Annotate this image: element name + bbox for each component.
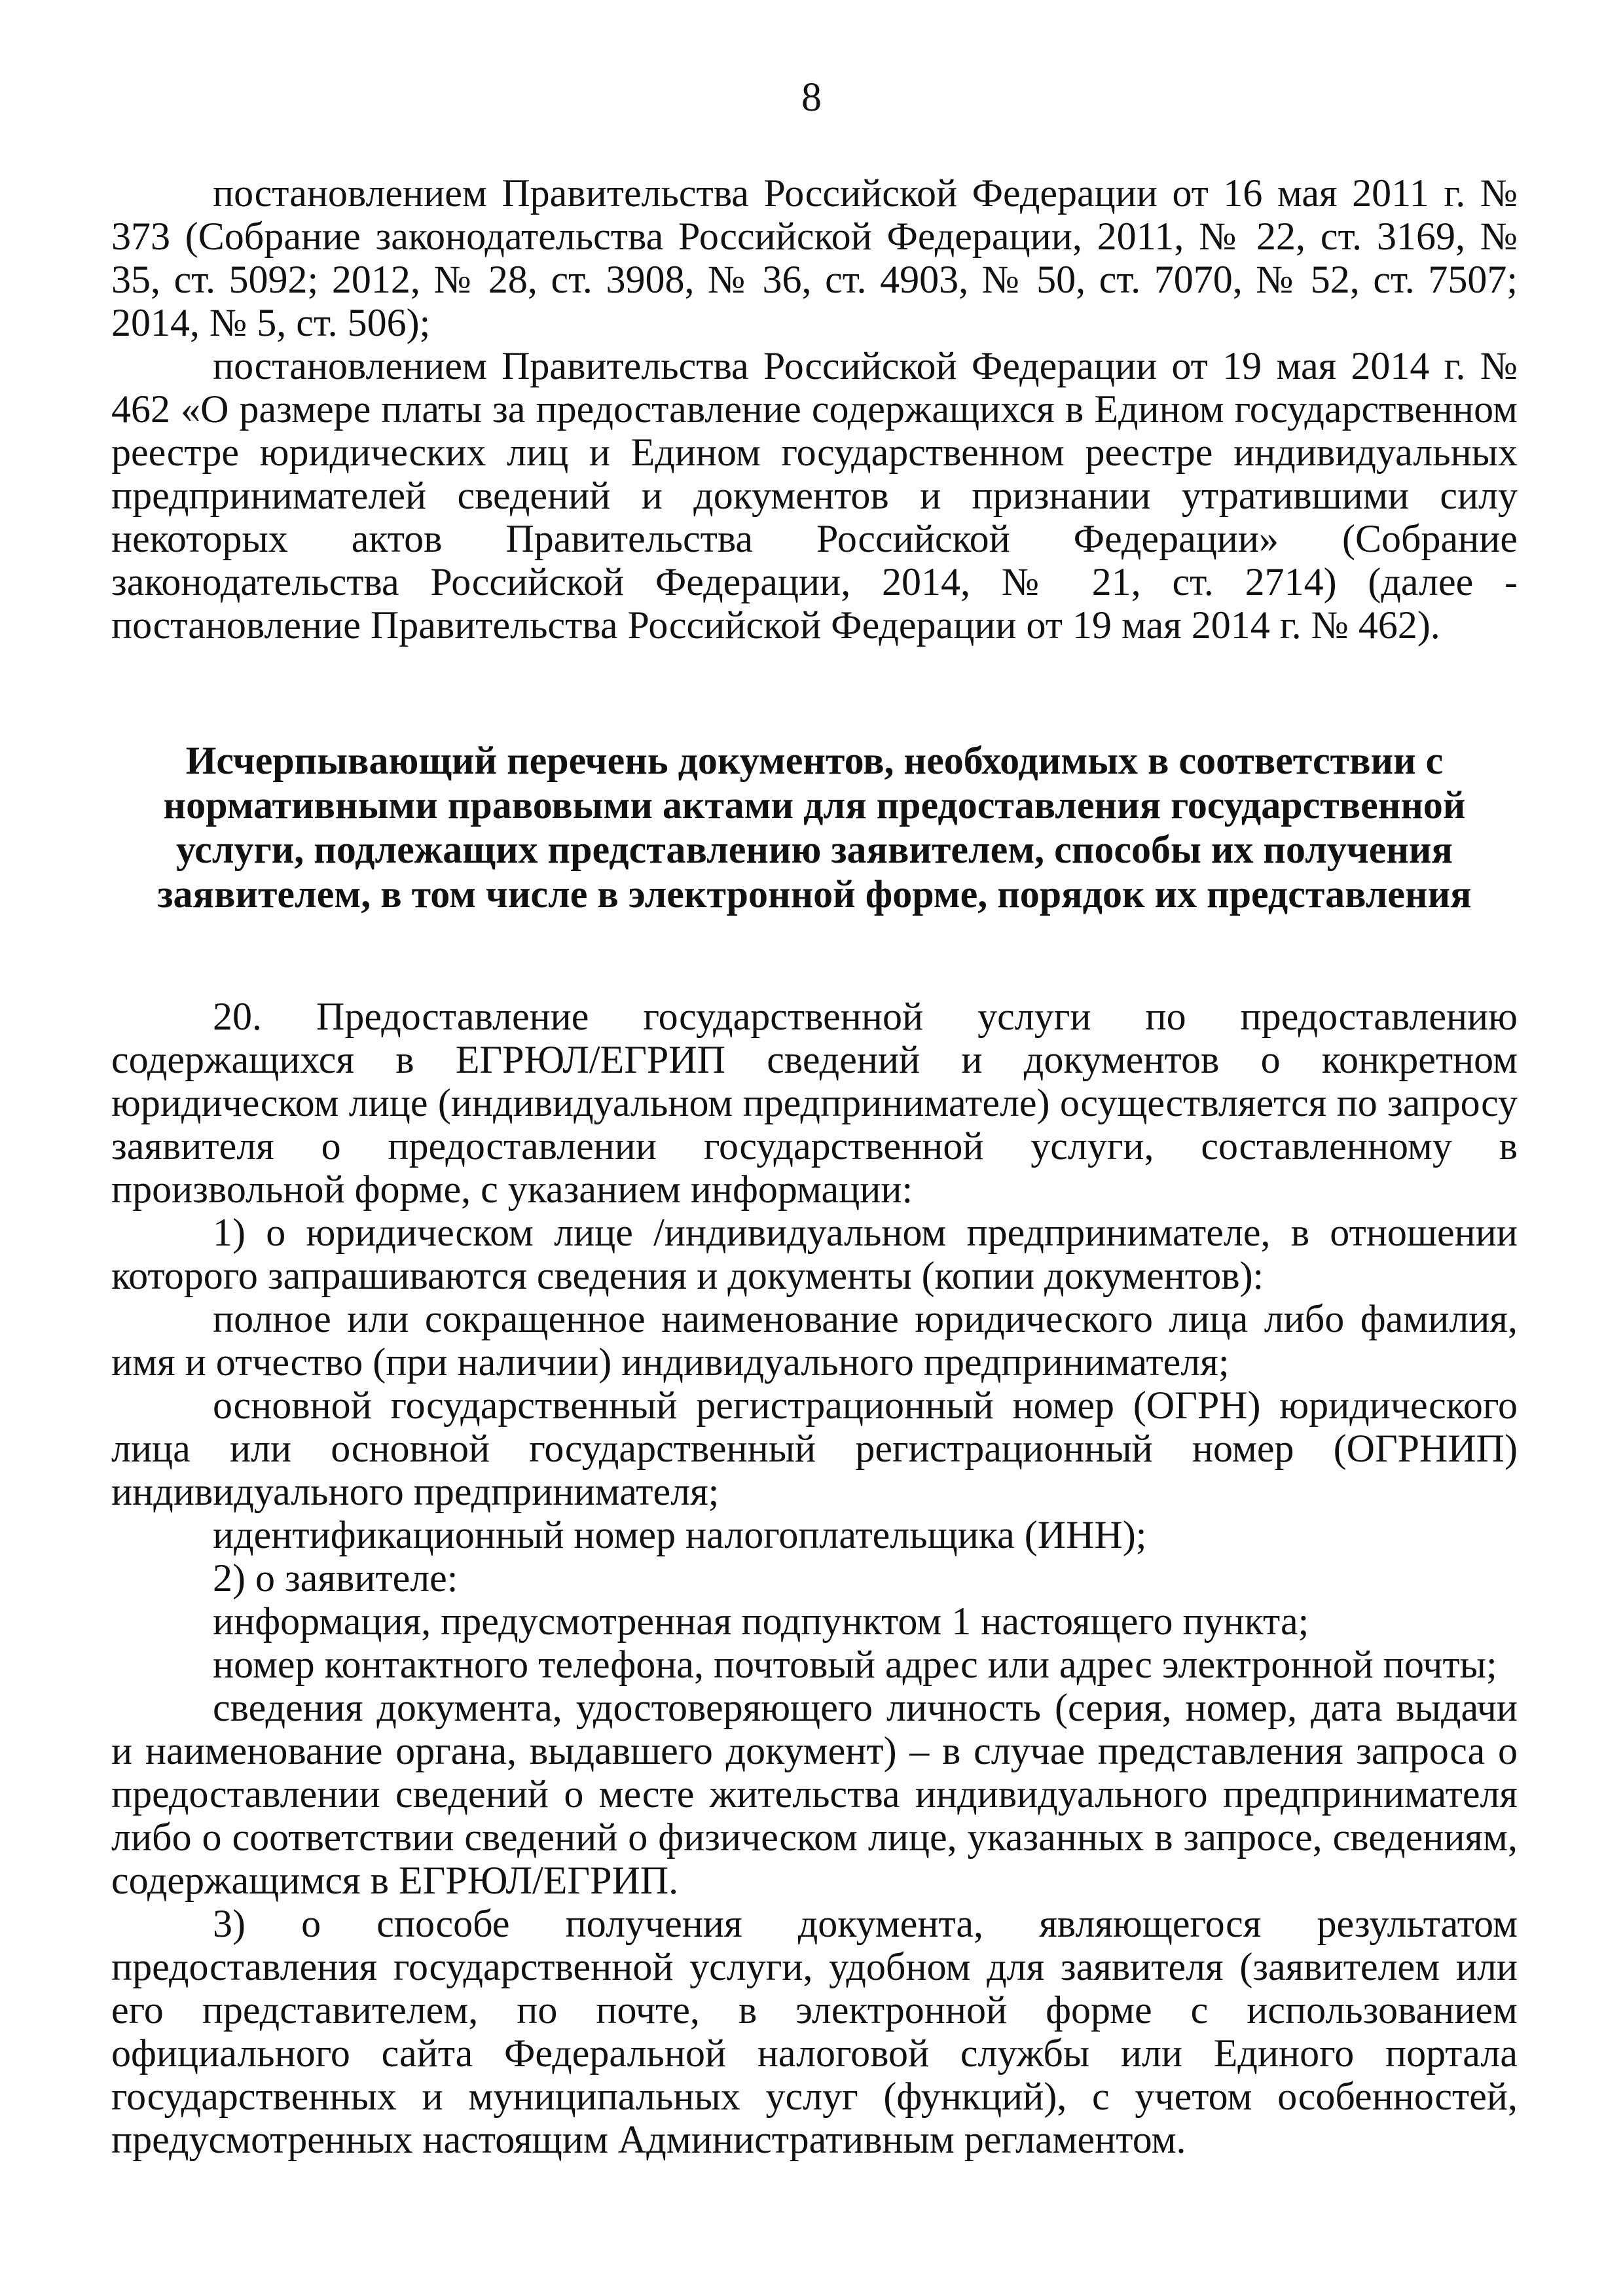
- page-number: 8: [801, 75, 822, 120]
- document-body: [111, 171, 1518, 2161]
- paragraph-decree-2011: постановлением Правительства Российской Федерации от 16 мая 2011 г. № 373 (Собрание законодательства Российской Федерации, 2011, № 22, ст. 3169, № 35, ст. 5092; 2012, № 28, ст. 3908, № 36, ст. 4903, № 50, ст. 7070, № 52, ст. 7507; 2014, № 5, ст. 506);: [111, 171, 1518, 344]
- section-heading: [111, 738, 1518, 916]
- paragraph-decree-2014: постановлением Правительства Российской Федерации от 19 мая 2014 г. № 462 «О размере платы за предоставление содержащихся в Едином государственном реестре юридических лиц и Едином государственном реестре индивидуальных предпринимателей сведений и документов и признании утратившими силу некоторых актов Правительства Российской Федерации» (Собрание законодательства Российской Федерации, 2014, № 21, ст. 2714) (далее - постановление Правительства Российской Федерации от 19 мая 2014 г. № 462).: [111, 344, 1518, 647]
- paragraph-info-subitem-1: информация, предусмотренная подпунктом 1 настоящего пункта;: [213, 1600, 1309, 1643]
- paragraph-subitem-3: 3) о способе получения документа, являющегося результатом предоставления государственной услуги, удобном для заявителя (заявителем или его представителем, по почте, в электронной форме с использованием официального сайта Федеральной налоговой службы или Единого портала государственных и муниципальных услуг (функций), с учетом особенностей, предусмотренных настоящим Административным регламентом.: [111, 1902, 1518, 2161]
- paragraph-subitem-2: 2) о заявителе:: [213, 1556, 458, 1600]
- paragraph-identity-document: сведения документа, удостоверяющего личность (серия, номер, дата выдачи и наименование органа, выдавшего документ) – в случае представления запроса о предоставлении сведений о месте жительства индивидуального предпринимателя либо о соответствии сведений о физическом лице, указанных в запросе, сведениям, содержащимся в ЕГРЮЛ/ЕГРИП.: [111, 1686, 1518, 1902]
- paragraph-ogrn: основной государственный регистрационный номер (ОГРН) юридического лица или основной государственный регистрационный номер (ОГРНИП) индивидуального предпринимателя;: [111, 1384, 1518, 1513]
- paragraph-item-20: 20. Предоставление государственной услуги по предоставлению содержащихся в ЕГРЮЛ/ЕГРИП сведений и документов о конкретном юридическом лице (индивидуальном предпринимателе) осуществляется по запросу заявителя о предоставлении государственной услуги, составленному в произвольной форме, с указанием информации:: [111, 995, 1518, 1211]
- section-heading-line: заявителем, в том числе в электронной форме, порядок их представления: [157, 872, 1472, 916]
- paragraph-subitem-1: 1) о юридическом лице /индивидуальном предпринимателе, в отношении которого запрашиваются сведения и документы (копии документов):: [111, 1211, 1518, 1297]
- section-heading-line: услуги, подлежащих представлению заявителем, способы их получения: [176, 828, 1453, 871]
- paragraph-contacts: номер контактного телефона, почтовый адрес или адрес электронной почты;: [213, 1643, 1497, 1686]
- section-heading-line: нормативными правовыми актами для предоставления государственной: [163, 783, 1466, 827]
- section-heading-line: Исчерпывающий перечень документов, необходимых в соответствии с: [185, 739, 1444, 782]
- paragraph-full-name: полное или сокращенное наименование юридического лица либо фамилия, имя и отчество (при наличии) индивидуального предпринимателя;: [111, 1297, 1518, 1384]
- paragraph-inn: идентификационный номер налогоплательщика (ИНН);: [213, 1513, 1147, 1556]
